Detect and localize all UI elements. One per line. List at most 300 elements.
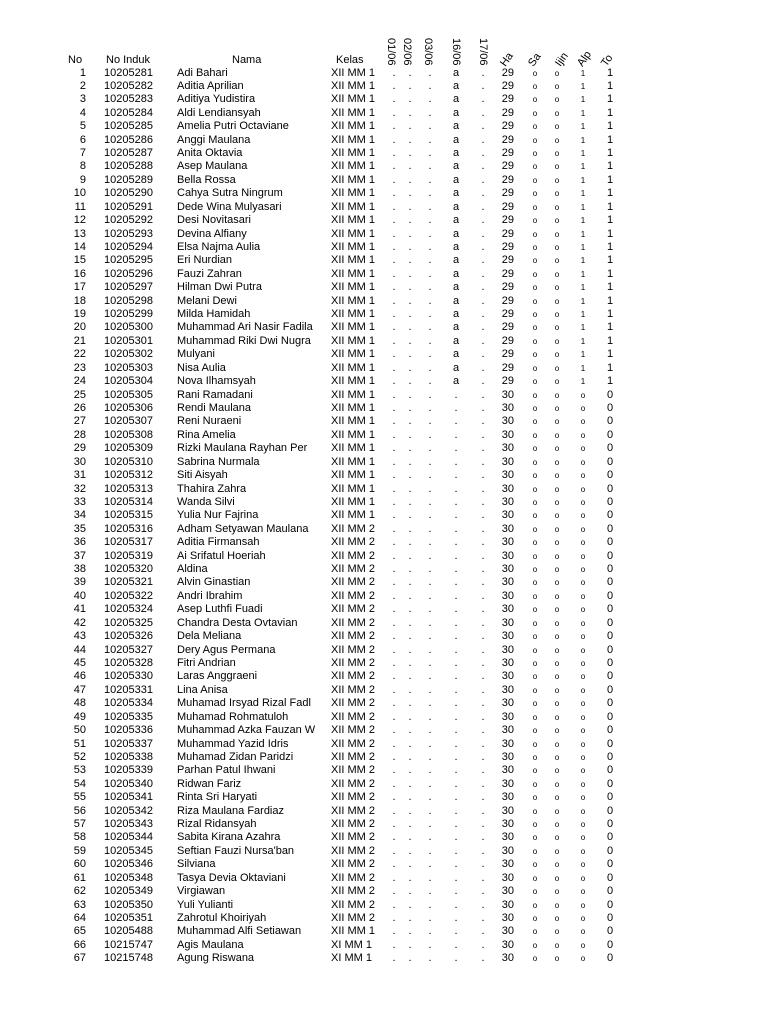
alpa-cell: o: [580, 846, 586, 856]
induk-cell: 10205295: [104, 254, 153, 267]
sakit-cell: o: [532, 484, 538, 494]
ijin-cell: o: [554, 363, 560, 373]
kelas-cell: XII MM 1: [331, 281, 376, 294]
date1-cell: .: [392, 375, 396, 388]
nama-cell: Muhammad Ari Nasir Fadila: [177, 321, 313, 334]
date5-cell: .: [481, 724, 485, 737]
kelas-cell: XII MM 2: [331, 603, 376, 616]
ijin-cell: o: [554, 927, 560, 937]
induk-cell: 10205488: [104, 925, 153, 938]
date5-cell: .: [481, 388, 485, 401]
kelas-cell: XII MM 1: [331, 294, 376, 307]
date3-cell: .: [428, 898, 432, 911]
hadir-cell: 29: [501, 79, 514, 92]
induk-cell: 10205315: [104, 509, 153, 522]
induk-cell: 10205325: [104, 616, 153, 629]
no-cell: 13: [73, 227, 86, 240]
alpa-cell: 1: [580, 256, 586, 266]
kelas-cell: XII MM 2: [331, 844, 376, 857]
date1-cell: .: [392, 737, 396, 750]
table-row: [0, 885, 768, 898]
total-cell: 0: [606, 616, 614, 629]
nama-cell: Rani Ramadani: [177, 388, 253, 401]
ijin-cell: o: [554, 618, 560, 628]
date1-cell: .: [392, 79, 396, 92]
nama-cell: Dede Wina Mulyasari: [177, 200, 282, 213]
total-cell: 0: [606, 495, 614, 508]
induk-cell: 10205290: [104, 187, 153, 200]
hadir-cell: 30: [501, 616, 514, 629]
no-cell: 2: [79, 79, 86, 92]
date2-cell: .: [408, 670, 412, 683]
header-no-induk: No Induk: [106, 54, 151, 66]
ijin-cell: o: [554, 430, 560, 440]
hadir-cell: 29: [501, 254, 514, 267]
alpa-cell: o: [580, 511, 586, 521]
kelas-cell: XII MM 1: [331, 925, 376, 938]
date1-cell: .: [392, 334, 396, 347]
date3-cell: .: [428, 375, 432, 388]
alpa-cell: 1: [580, 81, 586, 91]
no-cell: 37: [73, 549, 86, 562]
alpa-cell: 1: [580, 216, 586, 226]
date2-cell: .: [408, 214, 412, 227]
date1-cell: .: [392, 885, 396, 898]
total-cell: 0: [606, 764, 614, 777]
ijin-cell: o: [554, 457, 560, 467]
hadir-cell: 30: [501, 764, 514, 777]
nama-cell: Dery Agus Permana: [177, 643, 276, 656]
kelas-cell: XII MM 2: [331, 630, 376, 643]
table-row: [0, 214, 768, 227]
kelas-cell: XII MM 1: [331, 93, 376, 106]
date5-cell: .: [481, 361, 485, 374]
alpa-cell: 1: [580, 310, 586, 320]
date4-cell: .: [454, 563, 458, 576]
alpa-cell: o: [580, 672, 586, 682]
date3-cell: .: [428, 670, 432, 683]
date3-cell: .: [428, 200, 432, 213]
kelas-cell: XII MM 2: [331, 589, 376, 602]
hadir-cell: 30: [501, 737, 514, 750]
date5-cell: .: [481, 160, 485, 173]
table-row: [0, 67, 768, 80]
total-cell: 1: [606, 321, 614, 334]
ijin-cell: o: [554, 645, 560, 655]
kelas-cell: XII MM 2: [331, 576, 376, 589]
kelas-cell: XII MM 1: [331, 428, 376, 441]
alpa-cell: o: [580, 940, 586, 950]
date2-cell: .: [408, 294, 412, 307]
table-row: [0, 603, 768, 616]
sakit-cell: o: [532, 149, 538, 159]
alpa-cell: 1: [580, 350, 586, 360]
table-row: [0, 939, 768, 952]
date2-cell: .: [408, 509, 412, 522]
induk-cell: 10205305: [104, 388, 153, 401]
sakit-cell: o: [532, 860, 538, 870]
alpa-cell: o: [580, 860, 586, 870]
total-cell: 0: [606, 952, 614, 965]
date3-cell: .: [428, 764, 432, 777]
date2-cell: .: [408, 469, 412, 482]
table-row: [0, 697, 768, 710]
no-cell: 24: [73, 375, 86, 388]
hadir-cell: 29: [501, 214, 514, 227]
date5-cell: .: [481, 576, 485, 589]
no-cell: 49: [73, 710, 86, 723]
no-cell: 3: [79, 93, 86, 106]
date2-cell: .: [408, 361, 412, 374]
date1-cell: .: [392, 952, 396, 965]
alpa-cell: o: [580, 444, 586, 454]
kelas-cell: XII MM 2: [331, 818, 376, 831]
date1-cell: .: [392, 831, 396, 844]
date1-cell: .: [392, 844, 396, 857]
kelas-cell: XII MM 2: [331, 737, 376, 750]
date5-cell: .: [481, 656, 485, 669]
date1-cell: .: [392, 281, 396, 294]
date4-cell: .: [454, 388, 458, 401]
alpa-cell: o: [580, 685, 586, 695]
induk-cell: 10205302: [104, 348, 153, 361]
kelas-cell: XII MM 2: [331, 563, 376, 576]
induk-cell: 10205341: [104, 791, 153, 804]
alpa-cell: 1: [580, 283, 586, 293]
date3-cell: .: [428, 66, 432, 79]
date1-cell: .: [392, 724, 396, 737]
hadir-cell: 30: [501, 724, 514, 737]
hadir-cell: 30: [501, 844, 514, 857]
date4-cell: .: [454, 858, 458, 871]
no-cell: 20: [73, 321, 86, 334]
date2-cell: .: [408, 818, 412, 831]
date2-cell: .: [408, 120, 412, 133]
induk-cell: 10205350: [104, 898, 153, 911]
no-cell: 18: [73, 294, 86, 307]
induk-cell: 10205316: [104, 522, 153, 535]
date1-cell: .: [392, 160, 396, 173]
date3-cell: .: [428, 321, 432, 334]
no-cell: 58: [73, 831, 86, 844]
induk-cell: 10205283: [104, 93, 153, 106]
sakit-cell: o: [532, 927, 538, 937]
total-cell: 0: [606, 589, 614, 602]
table-row: [0, 147, 768, 160]
date2-cell: .: [408, 187, 412, 200]
date2-cell: .: [408, 321, 412, 334]
date4-cell: a: [452, 200, 460, 213]
date2-cell: .: [408, 911, 412, 924]
date4-cell: .: [454, 509, 458, 522]
induk-cell: 10205292: [104, 214, 153, 227]
ijin-cell: o: [554, 712, 560, 722]
date3-cell: .: [428, 724, 432, 737]
no-cell: 55: [73, 791, 86, 804]
nama-cell: Muhamad Rohmatuloh: [177, 710, 289, 723]
table-row: [0, 791, 768, 804]
hadir-cell: 29: [501, 147, 514, 160]
date1-cell: .: [392, 589, 396, 602]
total-cell: 1: [606, 227, 614, 240]
total-cell: 0: [606, 402, 614, 414]
date2-cell: .: [408, 616, 412, 629]
alpa-cell: o: [580, 618, 586, 628]
kelas-cell: XII MM 1: [331, 187, 376, 200]
nama-cell: Asep Luthfi Fuadi: [177, 603, 263, 616]
hadir-cell: 30: [501, 952, 514, 965]
ijin-cell: o: [554, 913, 560, 923]
alpa-cell: o: [580, 699, 586, 709]
sakit-cell: o: [532, 108, 538, 118]
alpa-cell: 1: [580, 95, 586, 105]
nama-cell: Anggi Maulana: [177, 133, 251, 146]
ijin-cell: o: [554, 605, 560, 615]
sakit-cell: o: [532, 457, 538, 467]
sakit-cell: o: [532, 632, 538, 642]
table-row: [0, 617, 768, 630]
table-row: [0, 684, 768, 697]
sakit-cell: o: [532, 417, 538, 427]
date5-cell: .: [481, 737, 485, 750]
table-row: [0, 764, 768, 777]
no-cell: 28: [73, 428, 86, 441]
date5-cell: .: [481, 643, 485, 656]
date2-cell: .: [408, 858, 412, 871]
date4-cell: .: [454, 750, 458, 763]
no-cell: 22: [73, 348, 86, 361]
date3-cell: .: [428, 522, 432, 535]
date2-cell: .: [408, 160, 412, 173]
date5-cell: .: [481, 563, 485, 576]
sakit-cell: o: [532, 900, 538, 910]
date5-cell: .: [481, 750, 485, 763]
sakit-cell: o: [532, 605, 538, 615]
ijin-cell: o: [554, 806, 560, 816]
hadir-cell: 30: [501, 750, 514, 763]
alpa-cell: o: [580, 417, 586, 427]
date5-cell: .: [481, 777, 485, 790]
nama-cell: Siti Aisyah: [177, 469, 228, 482]
alpa-cell: o: [580, 497, 586, 507]
induk-cell: 10205330: [104, 670, 153, 683]
induk-cell: 10205349: [104, 885, 153, 898]
alpa-cell: o: [580, 927, 586, 937]
sakit-cell: o: [532, 296, 538, 306]
nama-cell: Muhammad Azka Fauzan W: [177, 724, 316, 737]
date1-cell: .: [392, 415, 396, 428]
ijin-cell: o: [554, 417, 560, 427]
ijin-cell: o: [554, 752, 560, 762]
table-row: [0, 362, 768, 375]
alpa-cell: 1: [580, 162, 586, 172]
induk-cell: 10205324: [104, 603, 153, 616]
total-cell: 0: [606, 898, 614, 911]
induk-cell: 10205321: [104, 576, 153, 589]
total-cell: 0: [606, 563, 614, 576]
date4-cell: a: [452, 348, 460, 361]
sakit-cell: o: [532, 216, 538, 226]
date3-cell: .: [428, 294, 432, 307]
sakit-cell: o: [532, 162, 538, 172]
total-cell: 1: [606, 93, 614, 106]
hadir-cell: 30: [501, 777, 514, 790]
date3-cell: .: [428, 750, 432, 763]
induk-cell: 10205309: [104, 442, 153, 455]
table-row: [0, 724, 768, 737]
nama-cell: Andri Ibrahim: [177, 589, 243, 602]
induk-cell: 10205334: [104, 697, 153, 710]
date2-cell: .: [408, 724, 412, 737]
alpa-cell: 1: [580, 175, 586, 185]
ijin-cell: o: [554, 269, 560, 279]
table-row: [0, 402, 768, 415]
table-row: [0, 268, 768, 281]
date4-cell: a: [452, 106, 460, 119]
date3-cell: .: [428, 308, 432, 321]
date4-cell: .: [454, 885, 458, 898]
no-cell: 29: [73, 442, 86, 455]
sakit-cell: o: [532, 524, 538, 534]
header-no: No: [68, 54, 83, 66]
ijin-cell: o: [554, 444, 560, 454]
total-cell: 1: [606, 254, 614, 267]
ijin-cell: o: [554, 497, 560, 507]
ijin-cell: o: [554, 538, 560, 548]
alpa-cell: o: [580, 591, 586, 601]
kelas-cell: XII MM 2: [331, 710, 376, 723]
ijin-cell: o: [554, 189, 560, 199]
date4-cell: a: [452, 187, 460, 200]
kelas-cell: XII MM 1: [331, 227, 376, 240]
total-cell: 0: [606, 885, 614, 898]
nama-cell: Rizal Ridansyah: [177, 818, 257, 831]
date5-cell: .: [481, 844, 485, 857]
date3-cell: .: [428, 254, 432, 267]
no-cell: 15: [73, 254, 86, 267]
date4-cell: .: [454, 791, 458, 804]
induk-cell: 10205312: [104, 469, 153, 482]
ijin-cell: o: [554, 940, 560, 950]
table-row: [0, 912, 768, 925]
induk-cell: 10205338: [104, 750, 153, 763]
nama-cell: Aditia Aprilian: [177, 79, 244, 92]
no-cell: 45: [73, 656, 86, 669]
nama-cell: Rizki Maulana Rayhan Per: [177, 442, 308, 455]
date3-cell: .: [428, 281, 432, 294]
date2-cell: .: [408, 925, 412, 938]
ijin-cell: o: [554, 471, 560, 481]
date3-cell: .: [428, 361, 432, 374]
induk-cell: 10205317: [104, 536, 153, 549]
alpa-cell: o: [580, 806, 586, 816]
hadir-cell: 29: [501, 375, 514, 388]
date5-cell: .: [481, 240, 485, 253]
table-row: [0, 509, 768, 522]
date1-cell: .: [392, 509, 396, 522]
sakit-cell: o: [532, 269, 538, 279]
hadir-cell: 30: [501, 858, 514, 871]
hadir-cell: 30: [501, 522, 514, 535]
date1-cell: .: [392, 308, 396, 321]
date4-cell: .: [454, 898, 458, 911]
table-row: [0, 241, 768, 254]
ijin-cell: o: [554, 954, 560, 964]
nama-cell: Seftian Fauzi Nursa'ban: [177, 844, 295, 857]
date2-cell: .: [408, 267, 412, 280]
total-cell: 0: [606, 871, 614, 884]
nama-cell: Wanda Silvi: [177, 495, 235, 508]
date3-cell: .: [428, 79, 432, 92]
no-cell: 25: [73, 388, 86, 401]
no-cell: 44: [73, 643, 86, 656]
ijin-cell: o: [554, 699, 560, 709]
date2-cell: .: [408, 603, 412, 616]
nama-cell: Riza Maulana Fardiaz: [177, 804, 284, 817]
date2-cell: .: [408, 710, 412, 723]
sakit-cell: o: [532, 68, 538, 78]
total-cell: 0: [606, 549, 614, 562]
no-cell: 38: [73, 563, 86, 576]
sakit-cell: o: [532, 672, 538, 682]
table-row: [0, 845, 768, 858]
date2-cell: .: [408, 831, 412, 844]
date4-cell: .: [454, 938, 458, 951]
hadir-cell: 30: [501, 428, 514, 441]
sakit-cell: o: [532, 645, 538, 655]
date5-cell: .: [481, 227, 485, 240]
date3-cell: .: [428, 428, 432, 441]
nama-cell: Nisa Aulia: [177, 361, 226, 374]
date2-cell: .: [408, 428, 412, 441]
date5-cell: .: [481, 187, 485, 200]
date2-cell: .: [408, 173, 412, 186]
date3-cell: .: [428, 227, 432, 240]
table-row: [0, 107, 768, 120]
no-cell: 43: [73, 630, 86, 643]
date5-cell: .: [481, 871, 485, 884]
induk-cell: 10205284: [104, 106, 153, 119]
ijin-cell: o: [554, 524, 560, 534]
table-row: [0, 550, 768, 563]
no-cell: 8: [79, 160, 86, 173]
date3-cell: .: [428, 402, 432, 414]
table-row: [0, 308, 768, 321]
date4-cell: .: [454, 871, 458, 884]
header-alpa: Alp: [575, 48, 594, 69]
hadir-cell: 30: [501, 495, 514, 508]
total-cell: 0: [606, 603, 614, 616]
date2-cell: .: [408, 147, 412, 160]
ijin-cell: o: [554, 873, 560, 883]
nama-cell: Mulyani: [177, 348, 215, 361]
header-ijin: Ijin: [553, 50, 571, 69]
total-cell: 0: [606, 455, 614, 468]
date1-cell: .: [392, 522, 396, 535]
date3-cell: .: [428, 348, 432, 361]
no-cell: 51: [73, 737, 86, 750]
date5-cell: .: [481, 482, 485, 495]
date3-cell: .: [428, 576, 432, 589]
alpa-cell: o: [580, 726, 586, 736]
date4-cell: a: [452, 254, 460, 267]
nama-cell: Yulia Nur Fajrina: [177, 509, 259, 522]
header-sakit: Sa: [526, 50, 544, 69]
ijin-cell: o: [554, 283, 560, 293]
date1-cell: .: [392, 818, 396, 831]
date5-cell: .: [481, 442, 485, 455]
date4-cell: a: [452, 375, 460, 388]
